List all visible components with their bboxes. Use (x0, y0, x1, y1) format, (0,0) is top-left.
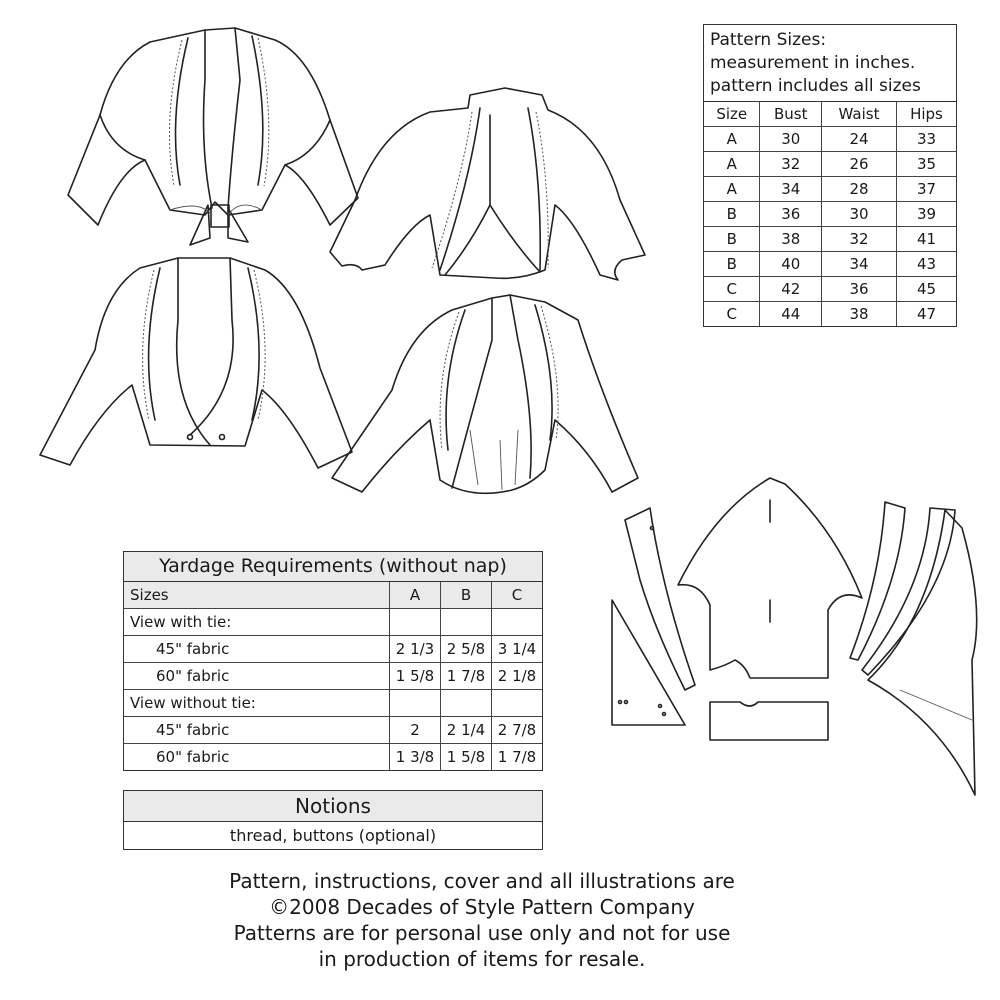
waist-cell: 38 (822, 302, 897, 327)
waist-cell: 30 (822, 202, 897, 227)
yardage-header-row (124, 582, 542, 609)
sizes-header-row (704, 102, 956, 127)
notions-box (123, 790, 543, 850)
table-row (704, 152, 956, 177)
waist-cell: 28 (822, 177, 897, 202)
table-row (704, 127, 956, 152)
yardage-value: 1 7/8 (492, 744, 543, 771)
table-row (124, 636, 542, 663)
empty-cell (390, 690, 441, 717)
empty-cell (441, 609, 492, 636)
yardage-value: 2 1/3 (390, 636, 441, 663)
sizes-title-line: measurement in inches. (710, 53, 916, 73)
fabric-label: 45" fabric (124, 636, 390, 663)
yardage-value: 1 5/8 (441, 744, 492, 771)
front-view-with-buttons (40, 258, 352, 468)
copyright-notice (182, 868, 782, 972)
pattern-pieces (600, 470, 990, 800)
yardage-header-c: C (492, 582, 543, 609)
table-row (704, 302, 956, 327)
front-view-open (332, 295, 638, 493)
hips-cell: 33 (896, 127, 956, 152)
yardage-title: Yardage Requirements (without nap) (124, 552, 542, 582)
hips-cell: 41 (896, 227, 956, 252)
yardage-header-b: B (441, 582, 492, 609)
back-body (678, 478, 862, 678)
notions-title: Notions (124, 791, 542, 822)
size-cell: C (704, 277, 760, 302)
size-cell: B (704, 252, 760, 277)
yardage-value: 1 7/8 (441, 663, 492, 690)
yardage-header-a: A (390, 582, 441, 609)
size-cell: B (704, 202, 760, 227)
back-view (330, 88, 645, 280)
copyright-line: ©2008 Decades of Style Pattern Company (269, 895, 695, 919)
table-row (704, 277, 956, 302)
waist-cell: 26 (822, 152, 897, 177)
sizes-title-line: Pattern Sizes: (710, 30, 827, 50)
copyright-line: in production of items for resale. (318, 947, 646, 971)
bust-cell: 42 (760, 277, 822, 302)
table-row (704, 202, 956, 227)
yardage-value: 3 1/4 (492, 636, 543, 663)
copyright-line: Pattern, instructions, cover and all illustrations are (229, 869, 735, 893)
sizes-header-bust: Bust (760, 102, 822, 127)
hips-cell: 47 (896, 302, 956, 327)
sizes-header-hips: Hips (896, 102, 956, 127)
empty-cell (492, 690, 543, 717)
sizes-title (704, 25, 956, 102)
yardage-group-row (124, 609, 542, 636)
group-label: View with tie: (124, 609, 390, 636)
waist-cell: 34 (822, 252, 897, 277)
fabric-label: 60" fabric (124, 663, 390, 690)
hips-cell: 35 (896, 152, 956, 177)
bust-cell: 38 (760, 227, 822, 252)
collar-left (850, 502, 905, 660)
yardage-value: 2 (390, 717, 441, 744)
hips-cell: 37 (896, 177, 956, 202)
group-label: View without tie: (124, 690, 390, 717)
bust-cell: 30 (760, 127, 822, 152)
size-cell: A (704, 152, 760, 177)
size-cell: A (704, 177, 760, 202)
bust-cell: 40 (760, 252, 822, 277)
waist-cell: 24 (822, 127, 897, 152)
table-row (704, 252, 956, 277)
size-cell: B (704, 227, 760, 252)
fabric-label: 45" fabric (124, 717, 390, 744)
empty-cell (390, 609, 441, 636)
table-row (124, 717, 542, 744)
yardage-value: 1 5/8 (390, 663, 441, 690)
yardage-requirements-table (123, 551, 543, 771)
empty-cell (441, 690, 492, 717)
yardage-value: 1 3/8 (390, 744, 441, 771)
size-cell: A (704, 127, 760, 152)
front-view-with-tie (68, 28, 358, 245)
table-row (704, 227, 956, 252)
size-cell: C (704, 302, 760, 327)
empty-cell (492, 609, 543, 636)
copyright-line: Patterns are for personal use only and not for use (233, 921, 731, 945)
yardage-value: 2 7/8 (492, 717, 543, 744)
fabric-label: 60" fabric (124, 744, 390, 771)
bust-cell: 36 (760, 202, 822, 227)
sizes-header-size: Size (704, 102, 760, 127)
yardage-header-sizes: Sizes (124, 582, 390, 609)
table-row (124, 663, 542, 690)
yardage-group-row (124, 690, 542, 717)
sizes-header-waist: Waist (822, 102, 897, 127)
notions-value: thread, buttons (optional) (229, 826, 437, 845)
table-row (704, 177, 956, 202)
hips-cell: 43 (896, 252, 956, 277)
hips-cell: 39 (896, 202, 956, 227)
yardage-value: 2 5/8 (441, 636, 492, 663)
hips-cell: 45 (896, 277, 956, 302)
garment-illustrations (0, 0, 700, 520)
bust-cell: 32 (760, 152, 822, 177)
front-panel-left (625, 508, 695, 690)
waist-cell: 36 (822, 277, 897, 302)
pattern-sizes-table (703, 24, 957, 327)
yardage-value: 2 1/4 (441, 717, 492, 744)
yardage-value: 2 1/8 (492, 663, 543, 690)
bust-cell: 44 (760, 302, 822, 327)
waistband (710, 702, 828, 740)
waist-cell: 32 (822, 227, 897, 252)
table-row (124, 744, 542, 771)
sizes-title-line: pattern includes all sizes (710, 76, 921, 96)
bust-cell: 34 (760, 177, 822, 202)
